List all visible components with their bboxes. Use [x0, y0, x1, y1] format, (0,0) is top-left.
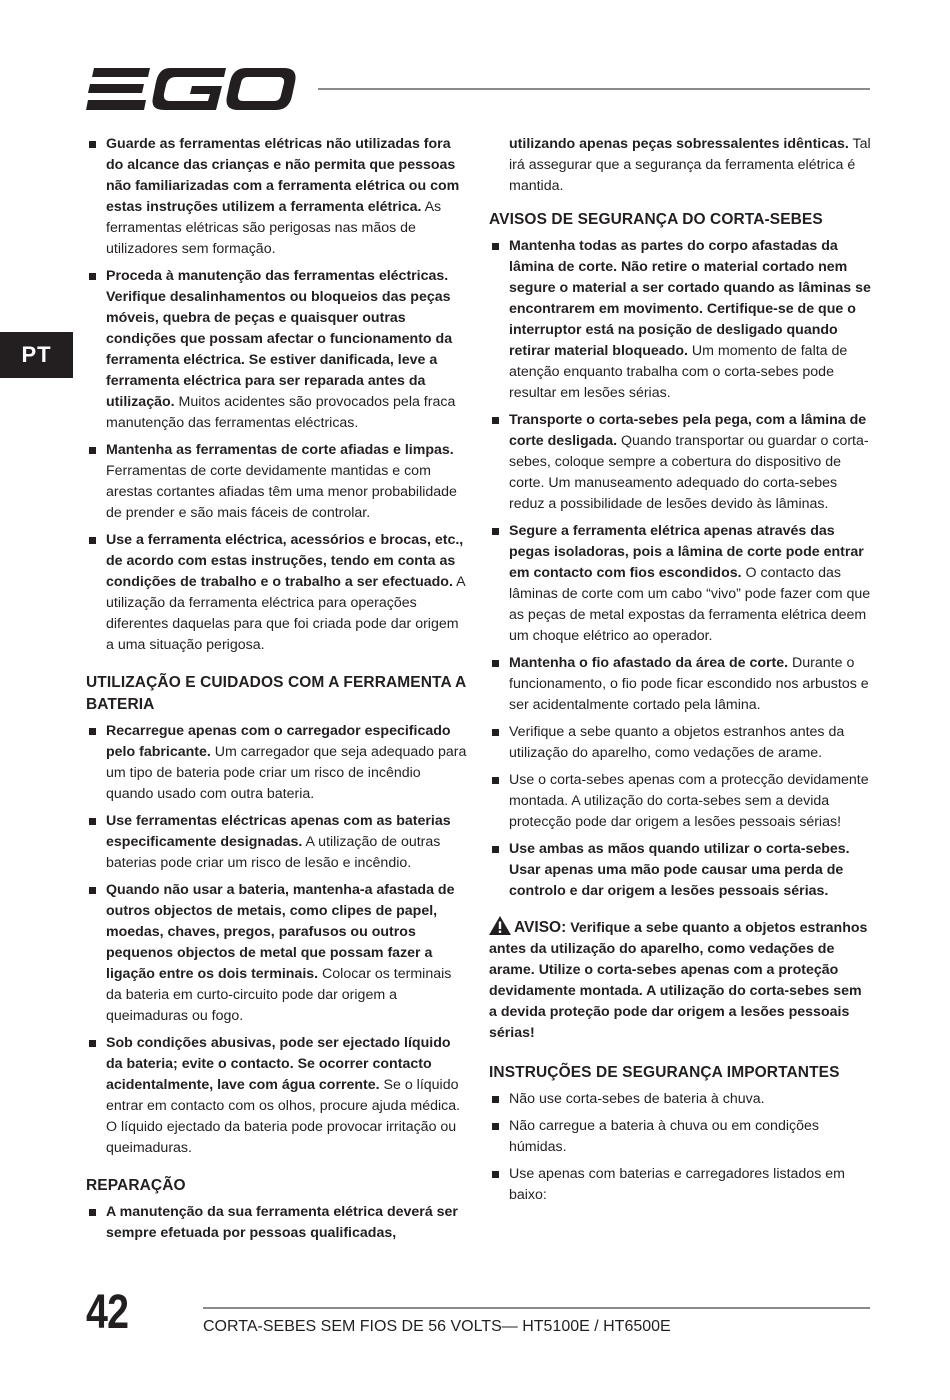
list-item: A manutenção da sua ferramenta elétrica deverá ser sempre efetuada por pessoas qualificadas, [86, 1202, 468, 1244]
list-item: Mantenha as ferramentas de corte afiadas e limpas. Ferramentas de corte devidamente mantidas e com arestas cortantes afiadas têm uma menor probabilidade de prender e são mais fáceis de controlar. [86, 440, 468, 524]
list-item: Não carregue a bateria à chuva ou em condições húmidas. [489, 1116, 871, 1158]
hedge-trimmer-list [489, 236, 871, 902]
list-item: Guarde as ferramentas elétricas não utilizadas fora do alcance das crianças e não permita que pessoas não familiarizadas com a ferramenta elétrica ou com estas instruções utilizem a ferramenta elétrica. As ferramentas elétricas são perigosas nas mãos de utilizadores sem formação. [86, 134, 468, 260]
list-item: Proceda à manutenção das ferramentas eléctricas. Verifique desalinhamentos ou bloqueios das peças móveis, quebra de peças e quaisquer outras condições que possam afectar o funcionamento da ferramenta eléctrica. Se estiver danificada, leve a ferramenta eléctrica para ser reparada antes da utilização. Muitos acidentes são provocados pela fraca manutenção das ferramentas eléctricas. [86, 266, 468, 434]
footer-rule [203, 1307, 870, 1309]
list-item: Quando não usar a bateria, mantenha-a afastada de outros objectos de metais, como clipes de papel, moedas, chaves, pregos, parafusos ou outros pequenos objectos de metal que possam fazer a ligação entre os dois terminais. Colocar os terminais da bateria em curto-circuito pode dar origem a queimaduras ou fogo. [86, 880, 468, 1027]
general-safety-list [86, 134, 468, 656]
right-column [489, 134, 871, 1212]
list-item: Transporte o corta-sebes pela pega, com a lâmina de corte desligada. Quando transportar ou guardar o corta-sebes, coloque sempre a cobertura do dispositivo de corte. Um manuseamento adequado do corta-sebes reduz a possibilidade de lesões devido às lâminas. [489, 410, 871, 515]
left-column [86, 134, 468, 1250]
warning-text: Verifique a sebe quanto a objetos estranhos antes da utilização do aparelho, como vedações de arame. Utilize o corta-sebes apenas com a proteção devidamente montada. A utilização do corta-sebes sem a devida proteção pode dar origem a lesões pessoais sérias! [489, 920, 868, 1041]
footer-title: CORTA-SEBES SEM FIOS DE 56 VOLTS— HT5100E / HT6500E [203, 1318, 671, 1335]
list-item: Segure a ferramenta elétrica apenas através das pegas isoladoras, pois a lâmina de corte pode entrar em contacto com fios escondidos. O contacto das lâminas de corte com um cabo “vivo” pode fazer com que as peças de metal expostas da ferramenta elétrica deem um choque elétrico ao operador. [489, 521, 871, 647]
ego-logo [86, 64, 298, 114]
warning-label: AVISO: [514, 919, 567, 936]
list-item: Mantenha o fio afastado da área de corte. Durante o funcionamento, o fio pode ficar escondido nos arbustos e ser acidentalmente cortado pela lâmina. [489, 653, 871, 716]
warning-block [489, 916, 871, 1044]
warning-triangle-icon [489, 916, 511, 935]
list-item: Use a ferramenta eléctrica, acessórios e brocas, etc., de acordo com estas instruções, tendo em conta as condições de trabalho e o trabalho a ser efectuado. A utilização da ferramenta eléctrica para operações diferentes daquelas para que foi criada pode dar origem a uma situação perigosa. [86, 530, 468, 656]
list-item: Mantenha todas as partes do corpo afastadas da lâmina de corte. Não retire o material cortado nem segure o material a ser cortado quando as lâminas se encontrarem em movimento. Certifique-se de que o interruptor está na posição de desligado quando retirar material bloqueado. Um momento de falta de atenção enquanto trabalha com o corta-sebes pode resultar em lesões sérias. [489, 236, 871, 404]
section-heading-important: INSTRUÇÕES DE SEGURANÇA IMPORTANTES [489, 1064, 840, 1081]
list-item: Sob condições abusivas, pode ser ejectado líquido da bateria; evite o contacto. Se ocorrer contacto acidentalmente, lave com água corrente. Se o líquido entrar em contacto com os olhos, procure ajuda médica. O líquido ejectado da bateria pode provocar irritação ou queimaduras. [86, 1033, 468, 1159]
language-tab: PT [0, 332, 73, 378]
page-number: 42 [86, 1286, 129, 1339]
header-rule [318, 88, 870, 90]
list-item: Use o corta-sebes apenas com a protecção devidamente montada. A utilização do corta-sebes sem a devida protecção pode dar origem a lesões pessoais sérias! [489, 770, 871, 833]
list-item: Não use corta-sebes de bateria à chuva. [489, 1089, 871, 1110]
section-heading-repair: REPARAÇÃO [86, 1177, 186, 1194]
list-item: Verifique a sebe quanto a objetos estranhos antes da utilização do aparelho, como vedações de arame. [489, 722, 871, 764]
section-heading-battery: UTILIZAÇÃO E CUIDADOS COM A FERRAMENTA A BATERIA [86, 674, 466, 713]
important-list [489, 1089, 871, 1206]
list-item: Use ambas as mãos quando utilizar o corta-sebes. Usar apenas uma mão pode causar uma perda de controlo e dar origem a lesões pessoais sérias. [489, 839, 871, 902]
battery-list [86, 721, 468, 1159]
repair-list [86, 1202, 468, 1244]
list-item: Recarregue apenas com o carregador especificado pelo fabricante. Um carregador que seja adequado para um tipo de bateria pode criar um risco de incêndio quando usado com outra bateria. [86, 721, 468, 805]
list-item: Use ferramentas eléctricas apenas com as baterias especificamente designadas. A utilização de outras baterias pode criar um risco de lesão e incêndio. [86, 811, 468, 874]
section-heading-hedge-trimmer: AVISOS DE SEGURANÇA DO CORTA-SEBES [489, 211, 823, 228]
list-item: Use apenas com baterias e carregadores listados em baixo: [489, 1164, 871, 1206]
repair-continuation: utilizando apenas peças sobressalentes idênticas. Tal irá assegurar que a segurança da ferramenta elétrica é mantida. [509, 136, 871, 194]
